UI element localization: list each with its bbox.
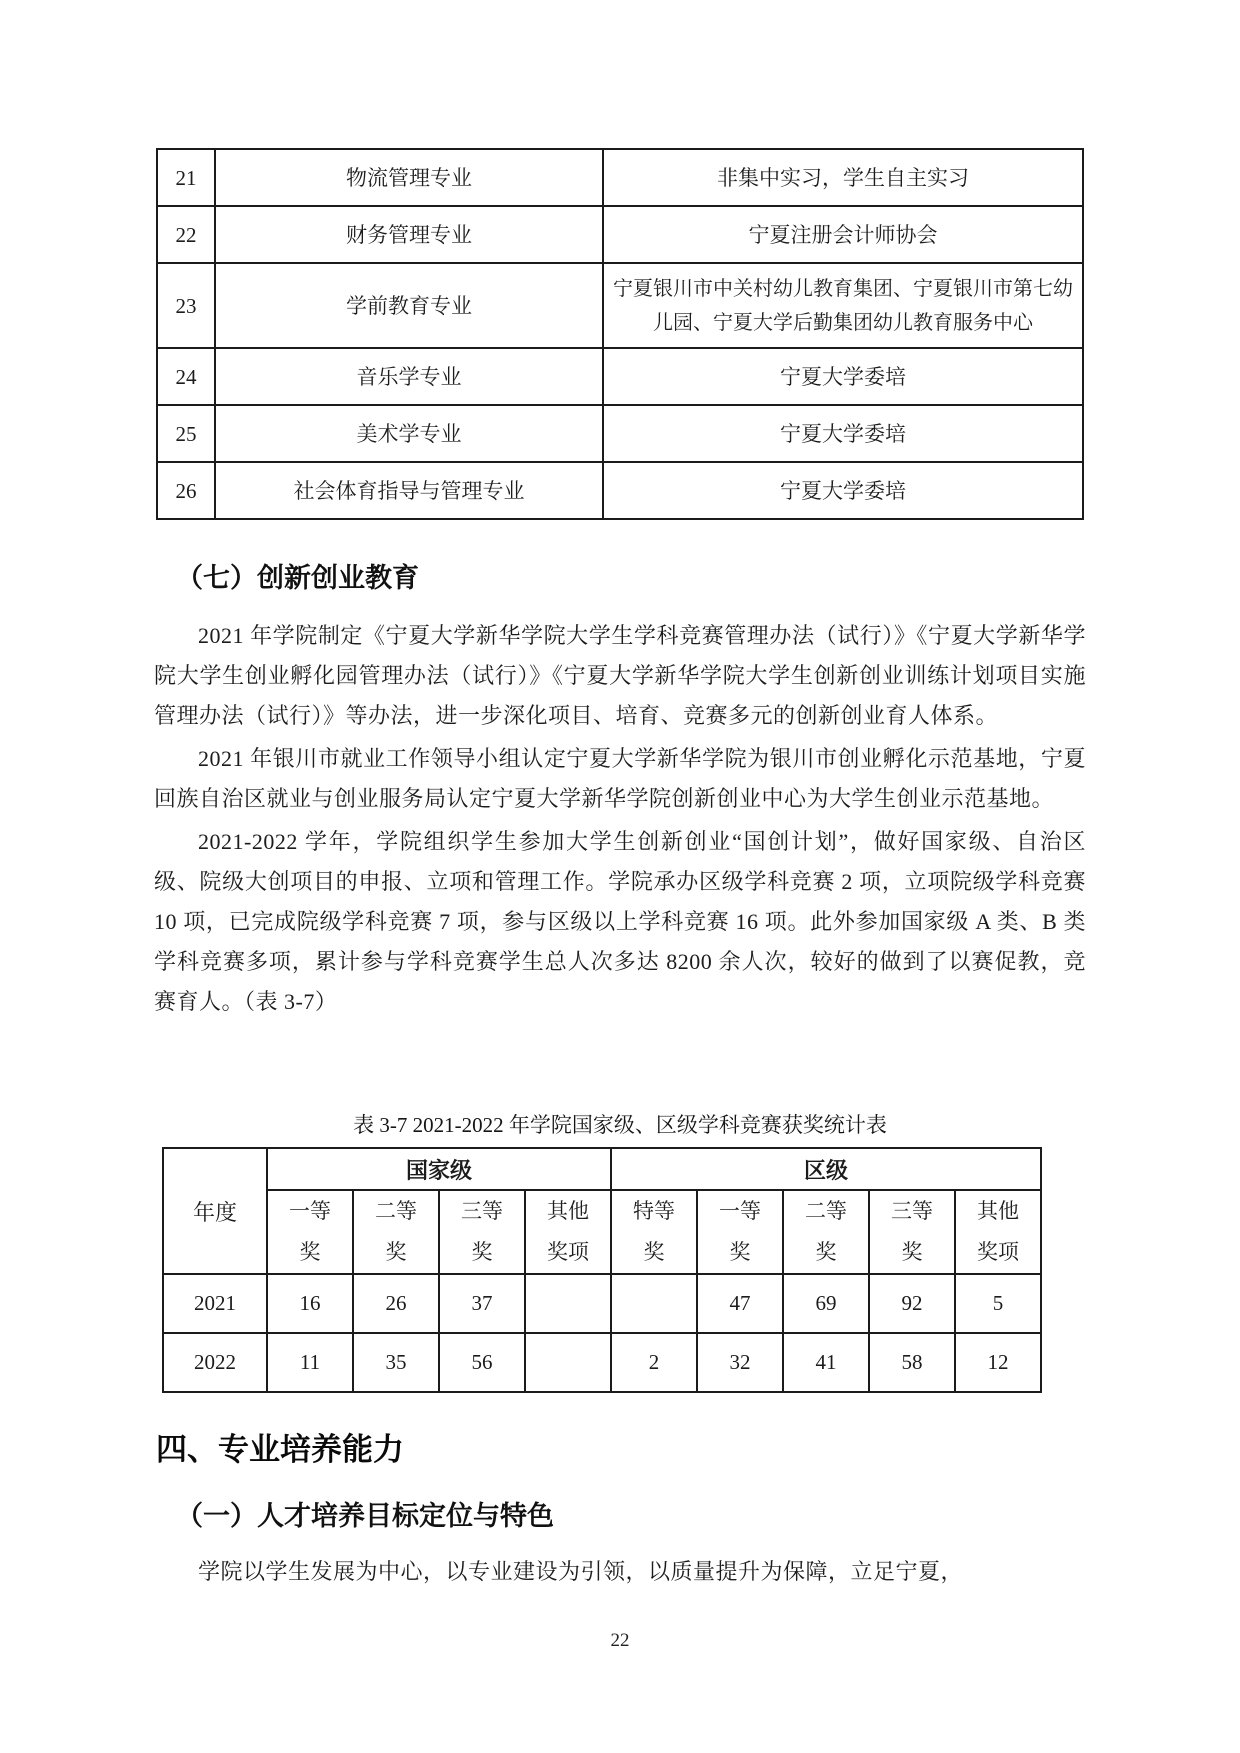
body-paragraphs	[154, 616, 1086, 1025]
site-cell: 非集中实习，学生自主实习	[603, 149, 1083, 206]
table-caption: 表 3-7 2021-2022 年学院国家级、区级学科竞赛获奖统计表	[353, 1113, 887, 1137]
header-sub-row	[163, 1190, 1041, 1274]
column-header: 其他奖项	[525, 1190, 611, 1274]
awards-statistics-table	[162, 1147, 1042, 1393]
table-row	[157, 263, 1083, 348]
subsection-heading-training-goals: （一）人才培养目标定位与特色	[176, 1501, 554, 1531]
row-number-cell: 26	[157, 462, 215, 519]
internship-sites-table	[156, 148, 1084, 520]
paragraph: 2021-2022 学年，学院组织学生参加大学生创新创业“国创计划”，做好国家级、自治区级、院级大创项目的申报、立项和管理工作。学院承办区级学科竞赛 2 项，立项院级学科竞赛 10 项，已完成院级学科竞赛 7 项，参与区级以上学科竞赛 16 项。此外参加国家级 A 类、B 类学科竞赛多项，累计参与学科竞赛学生总人次多达 8200 余人次，较好的做到了以赛促教，竞赛育人。（表 3-7）	[154, 829, 1086, 1014]
row-number-cell: 21	[157, 149, 215, 206]
site-cell: 宁夏大学委培	[603, 462, 1083, 519]
site-cell: 宁夏大学委培	[603, 405, 1083, 462]
row-number-cell: 24	[157, 348, 215, 405]
value-cell: 11	[267, 1333, 353, 1392]
value-cell: 26	[353, 1274, 439, 1333]
header-group-row	[163, 1148, 1041, 1190]
major-cell: 音乐学专业	[215, 348, 603, 405]
major-cell: 物流管理专业	[215, 149, 603, 206]
section-heading-innovation-education: （七）创新创业教育	[176, 563, 419, 593]
major-cell: 财务管理专业	[215, 206, 603, 263]
value-cell: 35	[353, 1333, 439, 1392]
major-cell: 社会体育指导与管理专业	[215, 462, 603, 519]
column-header: 二等奖	[783, 1190, 869, 1274]
paragraph: 2021 年学院制定《宁夏大学新华学院大学生学科竞赛管理办法（试行）》《宁夏大学新华学院大学生创业孵化园管理办法（试行）》《宁夏大学新华学院大学生创新创业训练计划项目实施管理办法（试行）》等办法，进一步深化项目、培育、竞赛多元的创新创业育人体系。	[154, 623, 1086, 728]
value-cell: 69	[783, 1274, 869, 1333]
major-cell: 学前教育专业	[215, 263, 603, 348]
year-cell: 2021	[163, 1274, 267, 1333]
site-cell: 宁夏银川市中关村幼儿教育集团、宁夏银川市第七幼儿园、宁夏大学后勤集团幼儿教育服务中心	[603, 263, 1083, 348]
value-cell	[525, 1274, 611, 1333]
value-cell	[525, 1333, 611, 1392]
table-row-2021	[163, 1274, 1041, 1333]
section-heading-training-capacity: 四、专业培养能力	[156, 1432, 404, 1467]
value-cell: 41	[783, 1333, 869, 1392]
value-cell: 32	[697, 1333, 783, 1392]
value-cell	[611, 1274, 697, 1333]
column-header: 三等奖	[439, 1190, 525, 1274]
value-cell: 56	[439, 1333, 525, 1392]
year-cell: 2022	[163, 1333, 267, 1392]
value-cell: 47	[697, 1274, 783, 1333]
table-row	[157, 149, 1083, 206]
page-number: 22	[610, 1630, 630, 1651]
value-cell: 12	[955, 1333, 1041, 1392]
column-header: 一等奖	[267, 1190, 353, 1274]
row-number-cell: 23	[157, 263, 215, 348]
year-column-header: 年度	[163, 1148, 267, 1274]
national-group-header: 国家级	[267, 1148, 611, 1190]
value-cell: 16	[267, 1274, 353, 1333]
value-cell: 5	[955, 1274, 1041, 1333]
table-row	[157, 462, 1083, 519]
table-row	[157, 405, 1083, 462]
site-cell: 宁夏注册会计师协会	[603, 206, 1083, 263]
row-number-cell: 22	[157, 206, 215, 263]
table-row	[157, 348, 1083, 405]
column-header: 一等奖	[697, 1190, 783, 1274]
major-cell: 美术学专业	[215, 405, 603, 462]
row-number-cell: 25	[157, 405, 215, 462]
column-header: 二等奖	[353, 1190, 439, 1274]
paragraph: 学院以学生发展为中心，以专业建设为引领，以质量提升为保障，立足宁夏，	[198, 1559, 964, 1584]
value-cell: 58	[869, 1333, 955, 1392]
value-cell: 2	[611, 1333, 697, 1392]
column-header: 特等奖	[611, 1190, 697, 1274]
value-cell: 92	[869, 1274, 955, 1333]
column-header: 其他奖项	[955, 1190, 1041, 1274]
column-header: 三等奖	[869, 1190, 955, 1274]
table-row-2022	[163, 1333, 1041, 1392]
site-cell: 宁夏大学委培	[603, 348, 1083, 405]
value-cell: 37	[439, 1274, 525, 1333]
paragraph: 2021 年银川市就业工作领导小组认定宁夏大学新华学院为银川市创业孵化示范基地，宁夏回族自治区就业与创业服务局认定宁夏大学新华学院创新创业中心为大学生创业示范基地。	[154, 746, 1086, 811]
table-row	[157, 206, 1083, 263]
regional-group-header: 区级	[611, 1148, 1041, 1190]
